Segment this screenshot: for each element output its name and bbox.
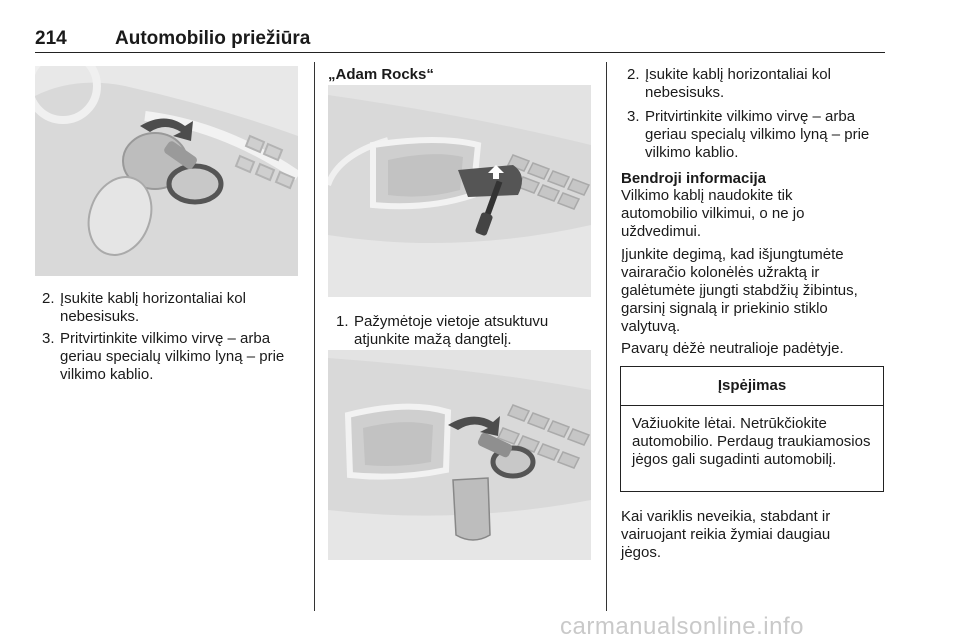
figure-remove-cover (328, 85, 591, 297)
section-heading-adam-rocks: „Adam Rocks“ (328, 66, 434, 83)
step-text: Įsukite kablį horizontaliai kol nebesisuks. (60, 290, 246, 325)
step-number: 2. (42, 290, 55, 307)
paragraph: Kai variklis neveikia, stabdant ir vairuojant reikia žymiai daugiau jėgos. (621, 508, 831, 561)
watermark: carmanualsonline.info (560, 613, 804, 640)
figure-install-towing-eye-adam-rocks (328, 350, 591, 560)
warning-box (620, 366, 884, 492)
paragraph: Įjunkite degimą, kad išjungtumėte vairaračio kolonėlės užraktą ir galėtumėte įjungti stabdžių žibintus, garsinį signalą ir priekinio stiklo valytuvą. (621, 246, 858, 335)
page-title: Automobilio priežiūra (115, 28, 311, 49)
column-divider-1 (314, 62, 315, 611)
warning-text: Važiuokite lėtai. Netrūkčiokite automobilio. Perdaug traukiamosios jėgos gali sugadinti automobilį. (632, 415, 871, 468)
column-divider-2 (606, 62, 607, 611)
step-number: 2. (627, 66, 640, 83)
list-item (42, 330, 307, 384)
list-item (627, 66, 887, 102)
paragraph: Vilkimo kablį naudokite tik automobilio vilkimui, o ne jo uždvedimui. (621, 187, 805, 240)
page-number: 214 (35, 28, 67, 49)
step-number: 3. (42, 330, 55, 347)
step-text: Pažymėtoje vietoje atsuktuvu atjunkite mažą dangtelį. (354, 313, 549, 348)
section-subheading: Bendroji informacija (621, 170, 767, 187)
step-number: 1. (336, 313, 349, 330)
step-text: Pritvirtinkite vilkimo virvę – arba geriau specialų vilkimo lyną – prie vilkimo kablio. (60, 330, 285, 383)
step-number: 3. (627, 108, 640, 125)
list-item (336, 313, 596, 349)
step-text: Pritvirtinkite vilkimo virvę – arba geriau specialų vilkimo lyną – prie vilkimo kablio. (645, 108, 870, 161)
list-item (42, 290, 302, 326)
page-header (35, 24, 885, 53)
paragraph: Pavarų dėžė neutralioje padėtyje. (621, 340, 844, 357)
step-text: Įsukite kablį horizontaliai kol nebesisuks. (645, 66, 831, 101)
list-item (627, 108, 892, 162)
figure-towing-eye-install (35, 66, 298, 276)
warning-title: Įspėjimas (621, 367, 883, 406)
